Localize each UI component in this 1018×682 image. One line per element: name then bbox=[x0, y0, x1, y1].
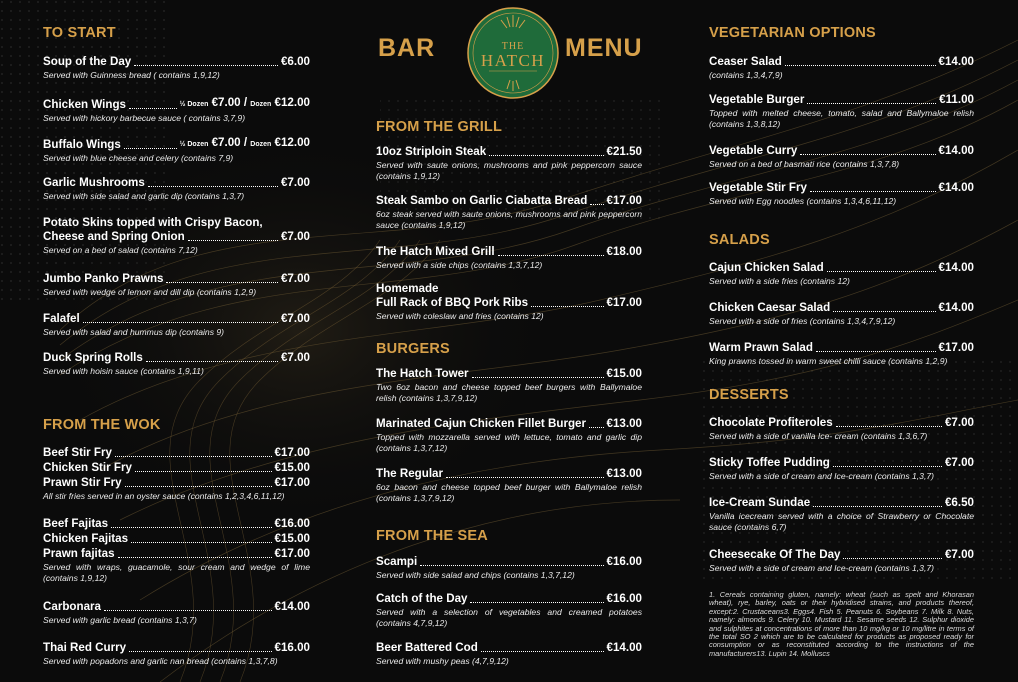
item-name: 10oz Striploin Steak bbox=[376, 145, 487, 158]
menu-item bbox=[376, 145, 642, 182]
item-name: Carbonara bbox=[43, 600, 101, 613]
menu-item bbox=[376, 245, 642, 271]
section-title-burgers: BURGERS bbox=[376, 341, 450, 357]
item-name: Thai Red Curry bbox=[43, 641, 127, 654]
menu-item bbox=[43, 136, 310, 164]
menu-item bbox=[709, 55, 974, 81]
item-name: Cheesecake Of The Day bbox=[709, 548, 841, 561]
item-price: €11.00 bbox=[939, 93, 974, 106]
item-description: Served with a side fries (contains 12) bbox=[709, 276, 850, 286]
item-description: Served with a side of cream and Ice-cream (contains 1,3,7) bbox=[709, 563, 934, 573]
menu-item bbox=[376, 467, 642, 504]
logo-top-text: THE bbox=[501, 41, 525, 52]
menu-item bbox=[376, 555, 642, 581]
item-price: €14.00 bbox=[938, 181, 974, 194]
menu-item bbox=[376, 417, 642, 454]
item-name: Marinated Cajun Chicken Fillet Burger bbox=[376, 417, 587, 430]
item-description: Served with coleslaw and fries (contains 12) bbox=[376, 311, 544, 321]
menu-item bbox=[43, 312, 310, 338]
item-name: Beer Battered Cod bbox=[376, 641, 478, 654]
item-price: €16.00 bbox=[606, 592, 642, 605]
item-description: Served with hickory barbecue sauce ( contains 3,7,9) bbox=[43, 113, 246, 123]
item-description: Served with a side of vanilla Ice- cream (contains 1,3,6,7) bbox=[709, 431, 928, 441]
item-price: €14.00 bbox=[938, 144, 974, 157]
menu-item bbox=[709, 181, 974, 207]
item-price: €7.00 bbox=[280, 176, 310, 189]
logo-main-text: HATCH bbox=[480, 51, 546, 70]
item-name: Warm Prawn Salad bbox=[709, 341, 813, 354]
menu-item-group-fajitas bbox=[43, 517, 310, 584]
menu-item bbox=[376, 641, 642, 667]
item-price: €18.00 bbox=[606, 245, 642, 258]
item-price: €17.00 bbox=[274, 547, 310, 560]
item-price: €16.00 bbox=[606, 555, 642, 568]
header-menu-word: MENU bbox=[565, 34, 643, 62]
item-price: €7.00 bbox=[944, 548, 974, 561]
item-name: Cheese and Spring Onion bbox=[43, 230, 185, 243]
allergen-footnote: 1. Cereals containing gluten, namely: wheat (such as spelt and Khorasan wheat), rye, barley, oats or their hybridised strains, and products thereof, except:2. Crustaceans3. Eggs4. Fish 5. Peanuts 6. Soybeans 7. Milk 8. Nuts, namely: almonds 9. Celery 10. Mustard 11. Sesame seeds 12. Sulphur dioxide and sulphites at concentrations of more than 10 mg/kg or 10 mg/litre in terms of the total SO 2 which are to be calculated for products as proposed ready for consumption or as reconstituted according to the instructions of the manufacturers13. Lupin 14. Molluscs bbox=[709, 590, 974, 658]
item-description: Served with a selection of vegetables and creamed potatoes (contains 4,7,9,12) bbox=[376, 607, 642, 628]
item-price: €7.00 bbox=[280, 272, 310, 285]
item-price: ½ Dozen €7.00 / Dozen €12.00 bbox=[179, 96, 310, 109]
item-name: Beef Fajitas bbox=[43, 517, 109, 530]
item-description: Served with a side of fries (contains 1,3,4,7,9,12) bbox=[709, 316, 896, 326]
section-title-vegetarian-options: VEGETARIAN OPTIONS bbox=[709, 25, 876, 41]
item-price: €17.00 bbox=[606, 296, 642, 309]
item-description: Served with side salad and garlic dip (contains 1,3,7) bbox=[43, 191, 245, 201]
menu-item bbox=[376, 194, 642, 231]
menu-item bbox=[709, 416, 974, 442]
item-name: Full Rack of BBQ Pork Ribs bbox=[376, 296, 529, 309]
item-price: €7.00 bbox=[944, 416, 974, 429]
item-description: Served with Guinness bread ( contains 1,9,12) bbox=[43, 70, 220, 80]
section-title-desserts: DESSERTS bbox=[709, 387, 789, 403]
item-name: Vegetable Burger bbox=[709, 93, 805, 106]
item-description: Served with wraps, guacamole, sour cream and wedge of lime (contains 1,9,12) bbox=[43, 562, 310, 583]
item-price: €7.00 bbox=[280, 312, 310, 325]
item-price: €14.00 bbox=[938, 301, 974, 314]
item-description: All stir fries served in an oyster sauce (contains 1,2,3,4,6,11,12) bbox=[43, 491, 285, 501]
item-description: Served with a side of cream and Ice-cream (contains 1,3,7) bbox=[709, 471, 934, 481]
item-description: 6oz steak served with saute onions, mushrooms and pink peppercorn sauce (contains 1,9,12) bbox=[376, 209, 642, 230]
item-price: €21.50 bbox=[606, 145, 642, 158]
item-price: €7.00 bbox=[944, 456, 974, 469]
item-name: Steak Sambo on Garlic Ciabatta Bread bbox=[376, 194, 588, 207]
section-title-to-start: TO START bbox=[43, 25, 116, 41]
item-name: The Hatch Tower bbox=[376, 367, 469, 380]
menu-item bbox=[43, 272, 310, 298]
item-name: Chocolate Profiteroles bbox=[709, 416, 833, 429]
item-name: Garlic Mushrooms bbox=[43, 176, 145, 189]
menu-item bbox=[709, 456, 974, 482]
menu-item bbox=[43, 55, 310, 81]
item-name: Chicken Fajitas bbox=[43, 532, 129, 545]
menu-item bbox=[43, 641, 310, 667]
menu-item-group-stirfry bbox=[43, 446, 310, 502]
menu-item bbox=[43, 351, 310, 377]
item-name: Chicken Stir Fry bbox=[43, 461, 132, 474]
menu-item bbox=[709, 548, 974, 574]
item-description: Vanilla icecream served with a choice of Strawberry or Chocolate sauce (contains 6,7) bbox=[709, 511, 974, 532]
menu-item bbox=[709, 261, 974, 287]
item-name-line1: Homemade bbox=[376, 282, 439, 295]
menu-item bbox=[43, 600, 310, 626]
item-description: Topped with melted cheese, tomato, salad and Ballymaloe relish (contains 1,3,8,12) bbox=[709, 108, 974, 129]
item-name: Vegetable Stir Fry bbox=[709, 181, 807, 194]
menu-item bbox=[709, 144, 974, 170]
item-price: €14.00 bbox=[938, 261, 974, 274]
item-name: Chicken Wings bbox=[43, 98, 126, 111]
item-name: Jumbo Panko Prawns bbox=[43, 272, 164, 285]
item-name: Ice-Cream Sundae bbox=[709, 496, 811, 509]
item-description: Served with popadons and garlic nan bread (contains 1,3,7,8) bbox=[43, 656, 278, 666]
item-description: Topped with mozzarella served with lettuce, tomato and garlic dip (contains 1,3,7,12) bbox=[376, 432, 642, 453]
item-name: Beef Stir Fry bbox=[43, 446, 112, 459]
menu-item bbox=[709, 301, 974, 327]
item-name: Ceaser Salad bbox=[709, 55, 782, 68]
menu-item bbox=[709, 341, 974, 367]
item-price: €13.00 bbox=[606, 467, 642, 480]
item-price: €15.00 bbox=[274, 532, 310, 545]
item-price: €17.00 bbox=[938, 341, 974, 354]
menu-item bbox=[43, 176, 310, 202]
item-price: €16.00 bbox=[274, 517, 310, 530]
item-description: (contains 1,3,4,7,9) bbox=[709, 70, 783, 80]
item-price: €17.00 bbox=[274, 476, 310, 489]
item-price: €7.00 bbox=[280, 230, 310, 243]
item-description: Served with saute onions, mushrooms and pink peppercorn sauce (contains 1,9,12) bbox=[376, 160, 642, 181]
menu-item bbox=[376, 367, 642, 404]
item-name: Vegetable Curry bbox=[709, 144, 798, 157]
item-name: Duck Spring Rolls bbox=[43, 351, 143, 364]
menu-item bbox=[43, 96, 310, 124]
section-title-from-the-sea: FROM THE SEA bbox=[376, 528, 488, 544]
item-description: Served with Egg noodles (contains 1,3,4,6,11,12) bbox=[709, 196, 897, 206]
item-description: Two 6oz bacon and cheese topped beef burgers with Ballymaloe relish (contains 1,3,7,9,12) bbox=[376, 382, 642, 403]
item-price: €17.00 bbox=[274, 446, 310, 459]
item-name: Catch of the Day bbox=[376, 592, 468, 605]
menu-item bbox=[709, 496, 974, 533]
menu-item bbox=[43, 216, 310, 256]
item-description: Served with side salad and chips (contains 1,3,7,12) bbox=[376, 570, 575, 580]
item-name: Cajun Chicken Salad bbox=[709, 261, 824, 274]
section-title-from-the-wok: FROM THE WOK bbox=[43, 417, 161, 433]
item-price: €6.50 bbox=[944, 496, 974, 509]
item-name-line1: Potato Skins topped with Crispy Bacon, bbox=[43, 216, 263, 229]
item-name: Buffalo Wings bbox=[43, 138, 121, 151]
item-description: Served on a bed of salad (contains 7,12) bbox=[43, 245, 198, 255]
item-price: €6.00 bbox=[280, 55, 310, 68]
item-description: Served with garlic bread (contains 1,3,7) bbox=[43, 615, 197, 625]
item-price: €7.00 bbox=[280, 351, 310, 364]
item-price: ½ Dozen €7.00 / Dozen €12.00 bbox=[179, 136, 310, 149]
item-description: King prawns tossed in warm sweet chilli sauce (contains 1,2,9) bbox=[709, 356, 948, 366]
item-price: €16.00 bbox=[274, 641, 310, 654]
item-name: Prawn Stir Fry bbox=[43, 476, 122, 489]
menu-item bbox=[376, 592, 642, 629]
item-name: Soup of the Day bbox=[43, 55, 132, 68]
item-description: Served on a bed of basmati rice (contains 1,3,7,8) bbox=[709, 159, 900, 169]
item-price: €14.00 bbox=[938, 55, 974, 68]
item-name: Scampi bbox=[376, 555, 418, 568]
item-price: €15.00 bbox=[606, 367, 642, 380]
menu-item bbox=[376, 282, 642, 322]
item-description: Served with salad and hummus dip (contains 9) bbox=[43, 327, 225, 337]
item-price: €14.00 bbox=[274, 600, 310, 613]
item-name: Falafel bbox=[43, 312, 80, 325]
header-bar-word: BAR bbox=[378, 34, 436, 62]
item-description: Served with hoisin sauce (contains 1,9,11) bbox=[43, 366, 204, 376]
item-price: €14.00 bbox=[606, 641, 642, 654]
item-name: The Hatch Mixed Grill bbox=[376, 245, 495, 258]
item-description: Served with a side chips (contains 1,3,7,12) bbox=[376, 260, 543, 270]
item-description: 6oz bacon and cheese topped beef burger with Ballymaloe relish (contains 1,3,7,9,12) bbox=[376, 482, 642, 503]
item-name: Prawn fajitas bbox=[43, 547, 115, 560]
item-description: Served with mushy peas (4,7,9,12) bbox=[376, 656, 509, 666]
section-title-salads: SALADS bbox=[709, 232, 770, 248]
item-description: Served with blue cheese and celery (contains 7,9) bbox=[43, 153, 234, 163]
item-price: €13.00 bbox=[606, 417, 642, 430]
item-name: The Regular bbox=[376, 467, 443, 480]
menu-item bbox=[709, 93, 974, 130]
item-name: Chicken Caesar Salad bbox=[709, 301, 831, 314]
logo bbox=[467, 7, 559, 99]
item-description: Served with wedge of lemon and dill dip (contains 1,2,9) bbox=[43, 287, 257, 297]
item-name: Sticky Toffee Pudding bbox=[709, 456, 830, 469]
section-title-from-the-grill: FROM THE GRILL bbox=[376, 119, 503, 135]
item-price: €17.00 bbox=[606, 194, 642, 207]
item-price: €15.00 bbox=[274, 461, 310, 474]
